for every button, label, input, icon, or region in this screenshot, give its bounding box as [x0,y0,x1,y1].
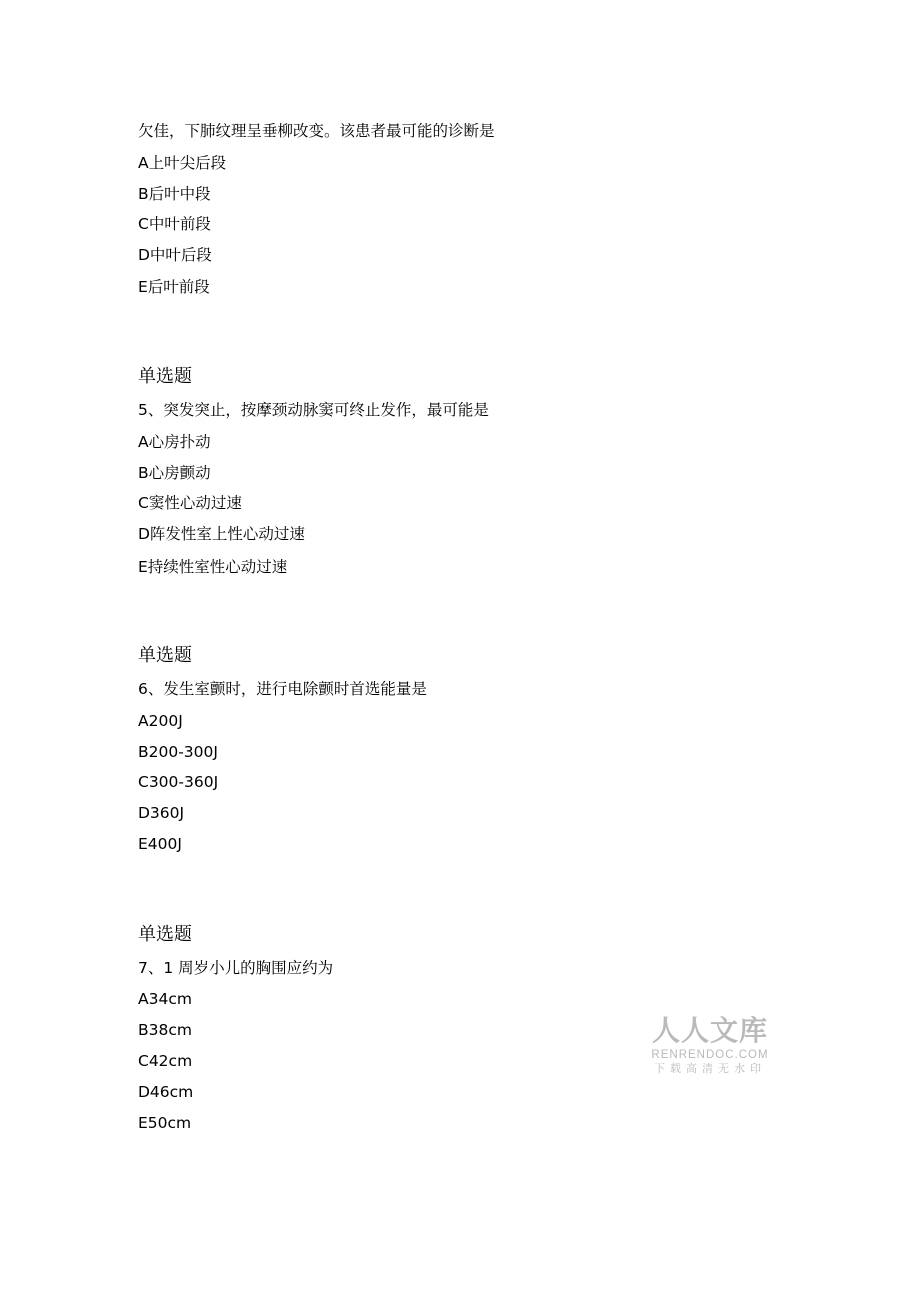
question-stem: 5、突发突止，按摩颈动脉窦可终止发作，最可能是 [138,401,489,419]
option-e: E400J [138,835,182,853]
option-b: B心房颤动 [138,464,211,482]
option-b: B38cm [138,1021,192,1039]
question-type-label: 单选题 [138,645,192,666]
option-a: A心房扑动 [138,433,211,451]
option-c: C42cm [138,1052,193,1070]
option-a: A200J [138,712,183,730]
option-a: A上叶尖后段 [138,154,227,172]
option-b: B200-300J [138,743,218,761]
question-type-label: 单选题 [138,924,192,945]
option-d: D中叶后段 [138,246,212,264]
option-b: B后叶中段 [138,185,211,203]
option-d: D360J [138,804,185,822]
question-stem: 7、1 周岁小儿的胸围应约为 [138,959,334,977]
watermark-title: 人人文库 [651,1014,768,1047]
option-c: C窦性心动过速 [138,494,242,512]
option-e: E50cm [138,1114,192,1132]
option-d: D阵发性室上性心动过速 [138,525,305,543]
option-c: C300-360J [138,773,219,791]
watermark [646,1014,774,1076]
watermark-url: RENRENDOC.COM [651,1049,769,1061]
option-e: E后叶前段 [138,278,210,296]
option-e: E持续性室性心动过速 [138,558,288,576]
option-d: D46cm [138,1083,194,1101]
question-stem-tail: 欠佳，下肺纹理呈垂柳改变。该患者最可能的诊断是 [138,122,495,140]
question-stem: 6、发生室颤时，进行电除颤时首选能量是 [138,680,427,698]
option-a: A34cm [138,990,192,1008]
question-type-label: 单选题 [138,366,192,387]
watermark-tagline: 下载高清无水印 [654,1062,766,1075]
option-c: C中叶前段 [138,215,211,233]
